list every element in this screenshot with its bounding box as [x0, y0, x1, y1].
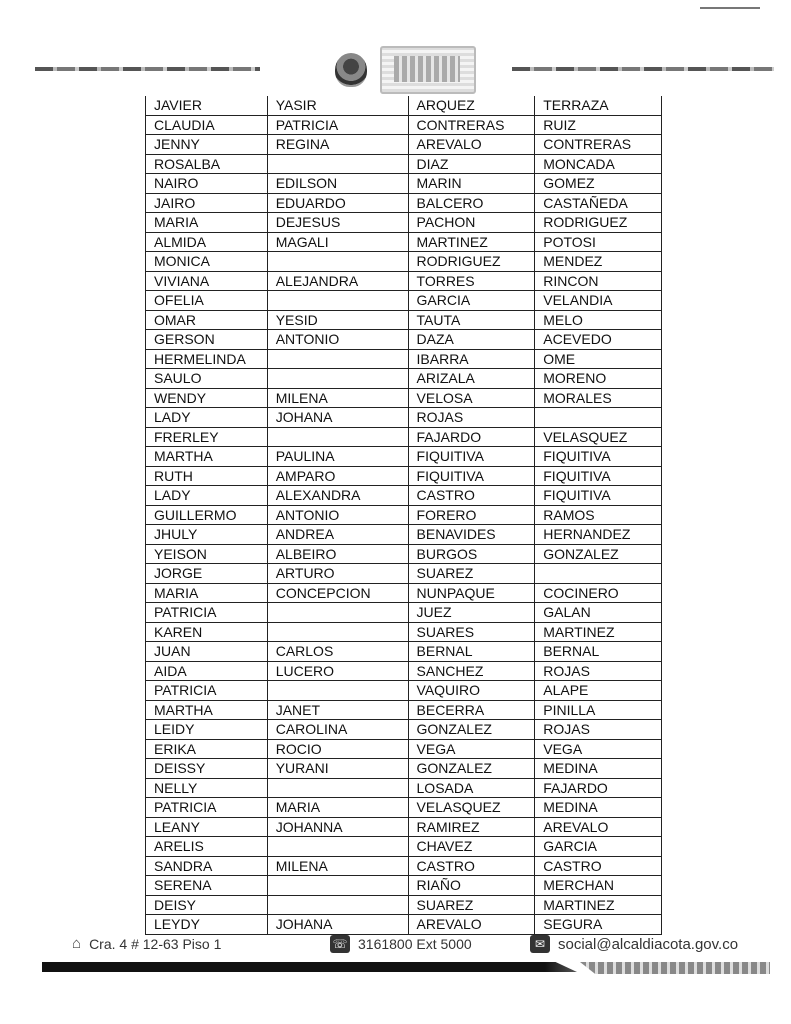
table-cell	[267, 154, 408, 174]
table-cell: OMAR	[146, 310, 268, 330]
table-cell: TAUTA	[408, 310, 535, 330]
footer-email-text: social@alcaldiacota.gov.co	[558, 935, 739, 953]
table-row	[146, 837, 662, 857]
table-row	[146, 876, 662, 896]
table-cell: ANTONIO	[267, 505, 408, 525]
table-cell: RIAÑO	[408, 876, 535, 896]
table-cell: VELOSA	[408, 388, 535, 408]
table-cell: SUAREZ	[408, 564, 535, 584]
table-row	[146, 349, 662, 369]
table-row	[146, 115, 662, 135]
table-cell: OME	[535, 349, 662, 369]
table-cell: IBARRA	[408, 349, 535, 369]
table-cell: ALBEIRO	[267, 544, 408, 564]
table-cell: RODRIGUEZ	[535, 213, 662, 233]
table-cell: ALAPE	[535, 681, 662, 701]
table-cell: MARIN	[408, 174, 535, 194]
header-rule-left	[35, 67, 260, 71]
table-cell: ANTONIO	[267, 330, 408, 350]
table-row	[146, 661, 662, 681]
table-cell: PATRICIA	[146, 681, 268, 701]
table-row	[146, 544, 662, 564]
header-mark	[700, 7, 760, 9]
table-cell: BERNAL	[535, 642, 662, 662]
table-row	[146, 466, 662, 486]
table-row	[146, 739, 662, 759]
table-cell: FIQUITIVA	[408, 447, 535, 467]
table-cell: BECERRA	[408, 700, 535, 720]
table-cell: LOSADA	[408, 778, 535, 798]
table-cell: ROJAS	[535, 661, 662, 681]
table-row	[146, 525, 662, 545]
table-cell: MAGALI	[267, 232, 408, 252]
table-cell: CONTRERAS	[408, 115, 535, 135]
table-cell: GONZALEZ	[408, 759, 535, 779]
table-cell: MERCHAN	[535, 876, 662, 896]
table-row	[146, 369, 662, 389]
table-cell: SANDRA	[146, 856, 268, 876]
names-table	[145, 96, 662, 935]
table-cell: PACHON	[408, 213, 535, 233]
table-cell: PATRICIA	[146, 603, 268, 623]
table-cell: MILENA	[267, 856, 408, 876]
table-cell: YEISON	[146, 544, 268, 564]
table-cell: PINILLA	[535, 700, 662, 720]
table-cell: EDILSON	[267, 174, 408, 194]
table-cell: SUAREZ	[408, 895, 535, 915]
table-cell: FIQUITIVA	[535, 447, 662, 467]
table-cell: HERNANDEZ	[535, 525, 662, 545]
home-icon: ⌂	[72, 935, 82, 952]
table-cell: RAMOS	[535, 505, 662, 525]
table-row	[146, 447, 662, 467]
table-cell: BURGOS	[408, 544, 535, 564]
table-cell: MARIA	[267, 798, 408, 818]
table-row	[146, 798, 662, 818]
table-cell: NELLY	[146, 778, 268, 798]
table-cell: DEISSY	[146, 759, 268, 779]
table-cell: JENNY	[146, 135, 268, 155]
table-cell: AREVALO	[408, 915, 535, 935]
table-cell: SANCHEZ	[408, 661, 535, 681]
table-cell: DIAZ	[408, 154, 535, 174]
table-cell: VEGA	[535, 739, 662, 759]
table-cell: JHULY	[146, 525, 268, 545]
table-cell: MEDINA	[535, 759, 662, 779]
footer-phone	[330, 935, 472, 953]
table-cell: MORENO	[535, 369, 662, 389]
table-row	[146, 642, 662, 662]
table-row	[146, 408, 662, 428]
table-cell: GALAN	[535, 603, 662, 623]
table-cell: CONCEPCION	[267, 583, 408, 603]
table-cell: NUNPAQUE	[408, 583, 535, 603]
table-cell: SUARES	[408, 622, 535, 642]
table-cell: KAREN	[146, 622, 268, 642]
table-row	[146, 778, 662, 798]
table-row	[146, 564, 662, 584]
footer-bar	[42, 962, 577, 972]
table-cell: HERMELINDA	[146, 349, 268, 369]
table-row	[146, 681, 662, 701]
table-cell: YESID	[267, 310, 408, 330]
table-cell: FIQUITIVA	[408, 466, 535, 486]
footer-email	[530, 935, 738, 953]
table-cell: GUILLERMO	[146, 505, 268, 525]
table-cell: JORGE	[146, 564, 268, 584]
table-row	[146, 856, 662, 876]
table-cell: MARTINEZ	[408, 232, 535, 252]
table-cell: ARELIS	[146, 837, 268, 857]
table-cell: CAROLINA	[267, 720, 408, 740]
table-cell	[267, 622, 408, 642]
table-cell: YASIR	[267, 96, 408, 115]
table-cell: FORERO	[408, 505, 535, 525]
table-cell	[267, 876, 408, 896]
table-cell: JUAN	[146, 642, 268, 662]
table-cell	[535, 564, 662, 584]
table-cell	[267, 837, 408, 857]
table-cell: BENAVIDES	[408, 525, 535, 545]
table-cell: AREVALO	[535, 817, 662, 837]
table-row	[146, 427, 662, 447]
table-cell: MARTHA	[146, 447, 268, 467]
table-row	[146, 271, 662, 291]
table-cell	[535, 408, 662, 428]
table-cell: CASTAÑEDA	[535, 193, 662, 213]
table-cell: WENDY	[146, 388, 268, 408]
table-cell: LUCERO	[267, 661, 408, 681]
table-cell: LEANY	[146, 817, 268, 837]
table-row	[146, 252, 662, 272]
table-cell: TORRES	[408, 271, 535, 291]
table-row	[146, 720, 662, 740]
table-cell: CASTRO	[535, 856, 662, 876]
table-cell: MONCADA	[535, 154, 662, 174]
table-cell: RODRIGUEZ	[408, 252, 535, 272]
table-row	[146, 759, 662, 779]
table-row	[146, 96, 662, 115]
table-row	[146, 232, 662, 252]
table-cell	[267, 603, 408, 623]
table-cell: MARTHA	[146, 700, 268, 720]
table-cell: MARIA	[146, 583, 268, 603]
table-cell: ROJAS	[535, 720, 662, 740]
table-cell: MORALES	[535, 388, 662, 408]
table-cell: CASTRO	[408, 486, 535, 506]
table-cell: DAZA	[408, 330, 535, 350]
footer-address	[72, 935, 221, 952]
table-cell: RAMIREZ	[408, 817, 535, 837]
table-cell: CONTRERAS	[535, 135, 662, 155]
table-row	[146, 135, 662, 155]
header-rule-right	[512, 67, 774, 71]
table-cell: ARQUEZ	[408, 96, 535, 115]
table-cell: GONZALEZ	[408, 720, 535, 740]
table-cell	[267, 778, 408, 798]
table-cell: TERRAZA	[535, 96, 662, 115]
table-cell: JANET	[267, 700, 408, 720]
table-cell: GERSON	[146, 330, 268, 350]
table-cell: OFELIA	[146, 291, 268, 311]
table-cell: MARTINEZ	[535, 622, 662, 642]
table-cell	[267, 252, 408, 272]
table-row	[146, 193, 662, 213]
footer-phone-text: 3161800 Ext 5000	[358, 936, 472, 952]
table-cell: ROSALBA	[146, 154, 268, 174]
table-cell: ACEVEDO	[535, 330, 662, 350]
table-cell	[267, 895, 408, 915]
table-cell: DEJESUS	[267, 213, 408, 233]
table-row	[146, 154, 662, 174]
table-row	[146, 213, 662, 233]
table-cell: BALCERO	[408, 193, 535, 213]
table-cell: MONICA	[146, 252, 268, 272]
table-cell: ANDREA	[267, 525, 408, 545]
email-icon: ✉	[530, 935, 550, 953]
table-cell: AIDA	[146, 661, 268, 681]
table-cell: PATRICIA	[146, 798, 268, 818]
table-row	[146, 388, 662, 408]
table-cell: JAVIER	[146, 96, 268, 115]
table-cell: FRERLEY	[146, 427, 268, 447]
table-cell: MARIA	[146, 213, 268, 233]
table-cell: CASTRO	[408, 856, 535, 876]
table-cell: BERNAL	[408, 642, 535, 662]
institution-logo	[380, 46, 476, 94]
table-cell: FIQUITIVA	[535, 466, 662, 486]
table-row	[146, 486, 662, 506]
table-cell: EDUARDO	[267, 193, 408, 213]
table-cell: MENDEZ	[535, 252, 662, 272]
table-cell: VEGA	[408, 739, 535, 759]
table-cell: GOMEZ	[535, 174, 662, 194]
table-row	[146, 291, 662, 311]
municipal-crest-icon	[335, 53, 367, 87]
table-cell: JOHANA	[267, 408, 408, 428]
table-row	[146, 330, 662, 350]
table-cell: CARLOS	[267, 642, 408, 662]
table-cell: DEISY	[146, 895, 268, 915]
table-cell: VAQUIRO	[408, 681, 535, 701]
table-cell: JOHANNA	[267, 817, 408, 837]
table-cell: NAIRO	[146, 174, 268, 194]
table-cell: ALEJANDRA	[267, 271, 408, 291]
table-row	[146, 603, 662, 623]
table-cell: AREVALO	[408, 135, 535, 155]
table-cell: FIQUITIVA	[535, 486, 662, 506]
table-row	[146, 915, 662, 935]
table-cell	[267, 369, 408, 389]
footer-address-text: Cra. 4 # 12-63 Piso 1	[89, 935, 222, 952]
table-cell: ERIKA	[146, 739, 268, 759]
table-cell: MELO	[535, 310, 662, 330]
table-cell: ROCIO	[267, 739, 408, 759]
table-cell: SERENA	[146, 876, 268, 896]
table-cell: CLAUDIA	[146, 115, 268, 135]
table-cell: ROJAS	[408, 408, 535, 428]
table-cell: VELASQUEZ	[535, 427, 662, 447]
table-cell: RINCON	[535, 271, 662, 291]
table-row	[146, 817, 662, 837]
table-cell: LEIDY	[146, 720, 268, 740]
table-cell: VIVIANA	[146, 271, 268, 291]
table-cell: VELANDIA	[535, 291, 662, 311]
table-cell: FAJARDO	[535, 778, 662, 798]
table-cell: PAULINA	[267, 447, 408, 467]
phone-icon: ☏	[330, 935, 350, 953]
table-cell: PATRICIA	[267, 115, 408, 135]
table-cell: MARTINEZ	[535, 895, 662, 915]
table-cell: MILENA	[267, 388, 408, 408]
table-cell	[267, 291, 408, 311]
table-cell: GARCIA	[408, 291, 535, 311]
table-cell: LADY	[146, 486, 268, 506]
table-cell: LADY	[146, 408, 268, 428]
table-cell: SAULO	[146, 369, 268, 389]
table-row	[146, 310, 662, 330]
footer-bar-accent	[580, 962, 770, 974]
table-cell: JAIRO	[146, 193, 268, 213]
table-cell	[267, 427, 408, 447]
table-cell: JUEZ	[408, 603, 535, 623]
table-cell: MEDINA	[535, 798, 662, 818]
table-cell: ARIZALA	[408, 369, 535, 389]
table-cell: VELASQUEZ	[408, 798, 535, 818]
table-cell: CHAVEZ	[408, 837, 535, 857]
table-row	[146, 583, 662, 603]
names-table-body	[146, 96, 662, 934]
table-cell: POTOSI	[535, 232, 662, 252]
table-cell	[267, 349, 408, 369]
table-cell: RUTH	[146, 466, 268, 486]
table-row	[146, 505, 662, 525]
table-cell: COCINERO	[535, 583, 662, 603]
table-row	[146, 622, 662, 642]
table-cell: REGINA	[267, 135, 408, 155]
table-cell: AMPARO	[267, 466, 408, 486]
table-cell: GARCIA	[535, 837, 662, 857]
table-row	[146, 895, 662, 915]
table-cell: LEYDY	[146, 915, 268, 935]
table-cell: YURANI	[267, 759, 408, 779]
table-cell	[267, 681, 408, 701]
table-cell: ALEXANDRA	[267, 486, 408, 506]
table-cell: RUIZ	[535, 115, 662, 135]
table-cell: JOHANA	[267, 915, 408, 935]
table-row	[146, 700, 662, 720]
table-cell: GONZALEZ	[535, 544, 662, 564]
table-row	[146, 174, 662, 194]
table-cell: ALMIDA	[146, 232, 268, 252]
table-cell: ARTURO	[267, 564, 408, 584]
table-cell: SEGURA	[535, 915, 662, 935]
table-cell: FAJARDO	[408, 427, 535, 447]
